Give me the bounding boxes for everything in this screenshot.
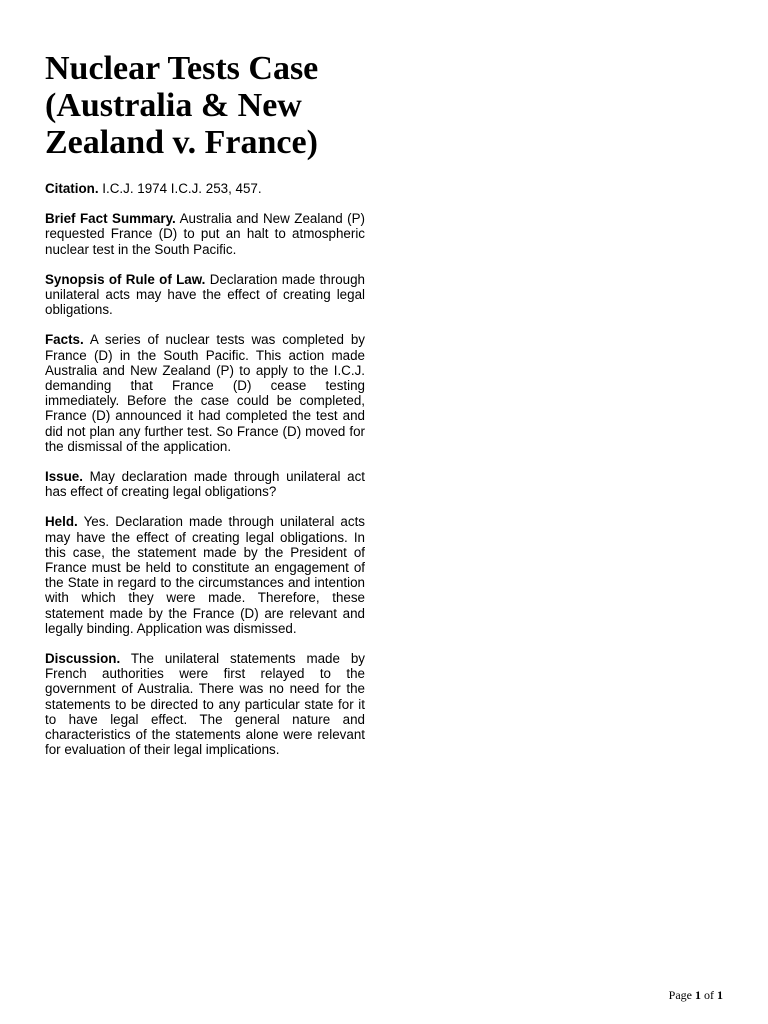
section-brief-fact-summary [45, 211, 365, 257]
total-pages-number: 1 [717, 988, 723, 1002]
section-discussion [45, 651, 365, 757]
section-label: Held. [45, 514, 78, 530]
section-text: I.C.J. 1974 I.C.J. 253, 457. [102, 181, 262, 196]
section-issue [45, 469, 365, 499]
section-text: Australia and New Zealand (P) requested France (D) to put an halt to atmospheric nuclear test in the South Pacific. [45, 211, 366, 257]
section-label: Brief Fact Summary. [45, 211, 176, 227]
page-number [669, 988, 723, 1002]
section-label: Synopsis of Rule of Law. [45, 271, 206, 287]
section-text: Yes. Declaration made through unilateral acts may have the effect of creating legal obligations. In this case, the statement made by the President of France must be held to constitute an engagement of the State in regard to the circumstances and intention with which they were made. Therefore, these statement made by the France (D) are relevant and legally binding. Application was dismissed. [45, 514, 365, 636]
section-text: The unilateral statements made by French authorities were first relayed to the government of Australia. There was no need for the statements to be directed to any particular state for it to have legal effect. The general nature and characteristics of the statements alone were relevant for evaluation of their legal implications. [45, 651, 365, 758]
section-label: Issue. [45, 469, 83, 485]
section-text: A series of nuclear tests was completed by France (D) in the South Pacific. This action made Australia and New Zealand (P) to apply to the I.C.J. demanding that France (D) cease testing immediately. Before the case could be completed, France (D) announced it had completed the test and did not plan any further test. So France (D) moved for the dismissal of the application. [45, 332, 365, 454]
section-text: Declaration made through unilateral acts may have the effect of creating legal obligations. [45, 271, 365, 318]
section-label: Discussion. [45, 651, 121, 667]
current-page-number: 1 [695, 988, 701, 1002]
section-facts [45, 332, 365, 454]
section-held [45, 514, 365, 636]
section-text: May declaration made through unilateral act has effect of creating legal obligations? [45, 469, 365, 500]
section-label: Citation. [45, 181, 99, 196]
section-synopsis-rule-of-law [45, 272, 365, 318]
document-title: Nuclear Tests Case (Australia & New Zealand v. France) [45, 50, 319, 161]
section-citation [45, 181, 365, 196]
of-word: of [704, 988, 714, 1002]
page-word: Page [668, 988, 692, 1002]
section-label: Facts. [45, 332, 84, 348]
document-page [45, 50, 365, 773]
